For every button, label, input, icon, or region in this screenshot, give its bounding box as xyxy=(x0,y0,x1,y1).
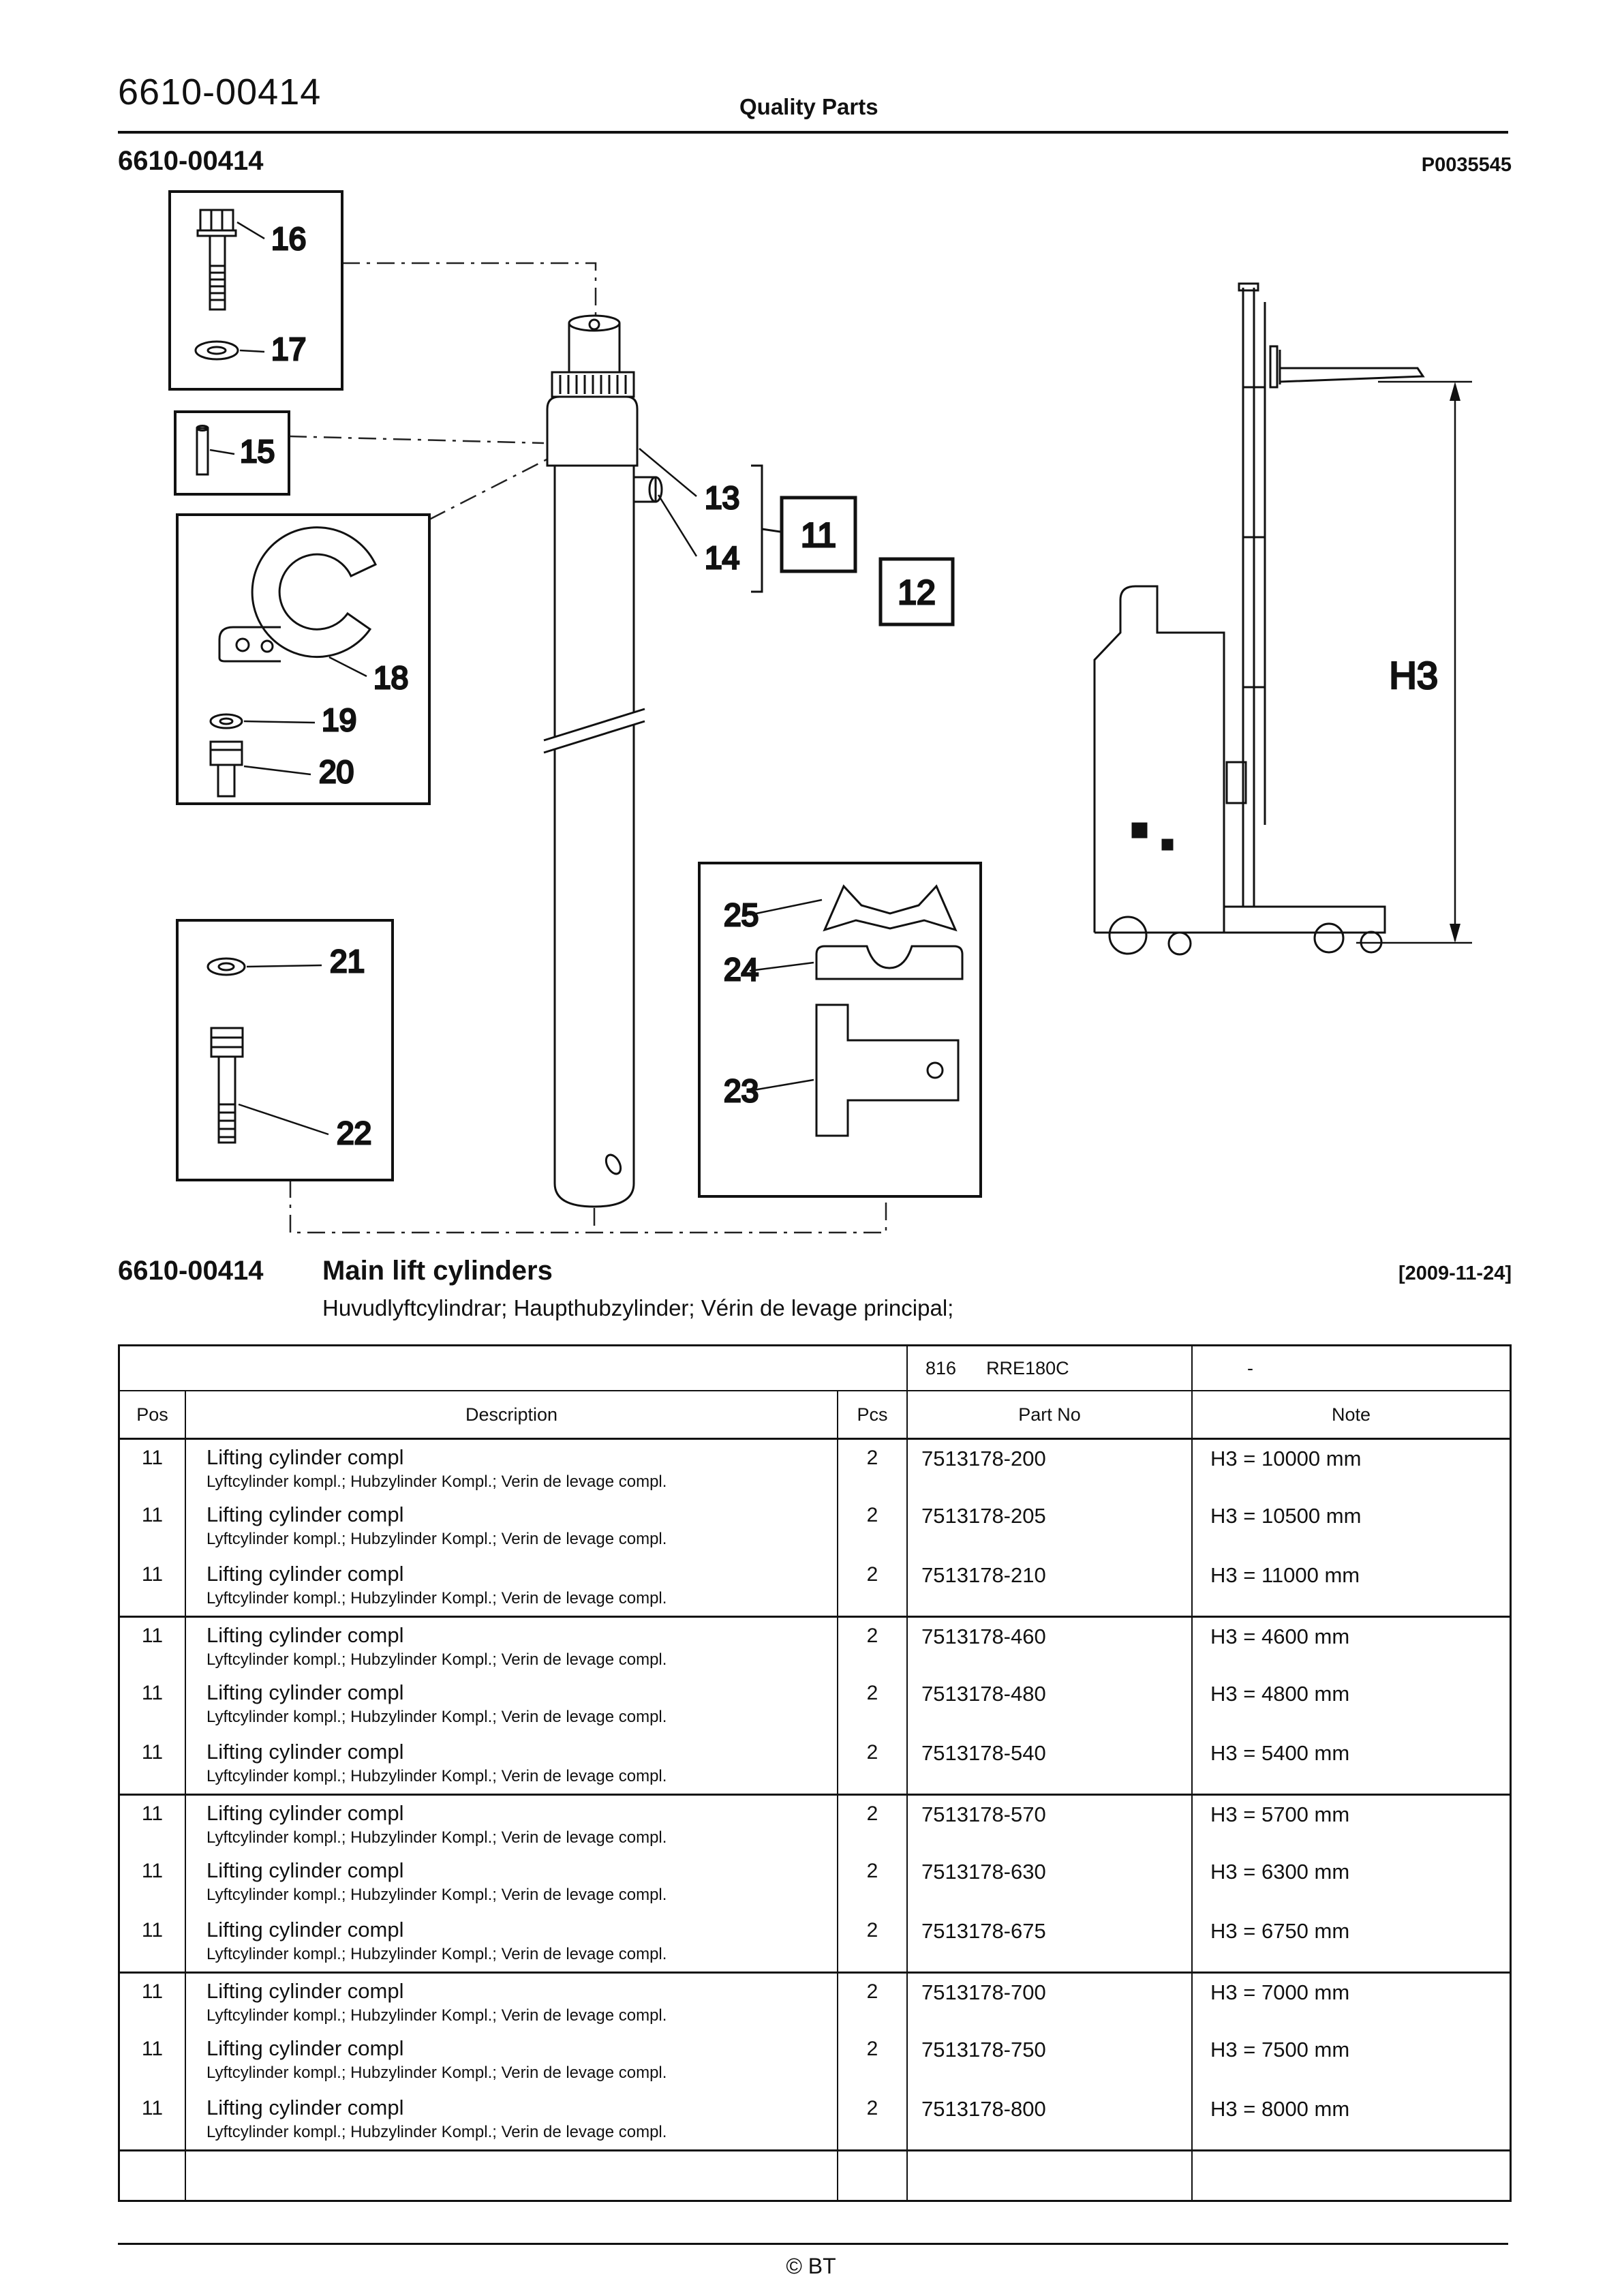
cell-part-no: 7513178-540 xyxy=(908,1734,1193,1794)
callout-bracket xyxy=(751,466,762,592)
leader-24 xyxy=(750,963,814,971)
col-header-note: Note xyxy=(1331,1404,1371,1425)
model-cell xyxy=(908,1346,1193,1390)
cell-note: H3 = 6750 mm xyxy=(1210,1919,1350,1943)
cell-description xyxy=(186,1974,838,2031)
leader-18 xyxy=(329,657,367,676)
photo-reference: P0035545 xyxy=(1421,154,1512,176)
cell-description xyxy=(186,1675,838,1734)
section-subtitle: Huvudlyftcylindrar; Haupthubzylinder; Vérin de levage principal; xyxy=(322,1295,954,1320)
col-header-description: Description xyxy=(186,1391,838,1438)
page-doc-number: 6610-00414 xyxy=(118,72,322,112)
clamp-bracket-icon-18 xyxy=(219,528,376,661)
cell-part-no: 7513178-210 xyxy=(908,1556,1193,1616)
description-sub: Lyftcylinder kompl.; Hubzylinder Kompl.; Verin de levage compl. xyxy=(206,1945,667,1963)
description-main: Lifting cylinder compl xyxy=(206,1445,404,1469)
table-row xyxy=(120,1853,1510,1912)
description-sub: Lyftcylinder kompl.; Hubzylinder Kompl.; Verin de levage compl. xyxy=(206,1472,667,1491)
description-main: Lifting cylinder compl xyxy=(206,1740,404,1764)
cell-pos: 11 xyxy=(120,1853,186,1912)
cell-pos: 11 xyxy=(120,1912,186,1972)
cell-pos: 11 xyxy=(120,1796,186,1853)
cell-description xyxy=(186,2031,838,2090)
leader-15 xyxy=(210,450,234,454)
cell-note: H3 = 10000 mm xyxy=(1210,1447,1362,1470)
cell-description xyxy=(186,1912,838,1972)
cell-pcs: 2 xyxy=(838,1853,908,1912)
section-number: 6610-00414 xyxy=(118,1256,264,1286)
leader-17 xyxy=(240,350,264,352)
cell-pcs: 2 xyxy=(838,1734,908,1794)
table-bottom-strip xyxy=(120,2149,1510,2200)
leader-14 xyxy=(658,495,697,556)
section-title: Main lift cylinders xyxy=(322,1256,553,1286)
table-row xyxy=(120,1497,1510,1556)
socket-bolt-icon-22 xyxy=(211,1028,243,1143)
header-rule xyxy=(118,131,1508,134)
lift-cylinder-drawing xyxy=(544,316,662,1207)
figure-doc-number: 6610-00414 xyxy=(118,146,264,176)
leader-22 xyxy=(239,1104,328,1134)
description-sub: Lyftcylinder kompl.; Hubzylinder Kompl.; Verin de levage compl. xyxy=(206,1767,667,1785)
callout-14: 14 xyxy=(705,540,740,575)
clamp-top-icon-25 xyxy=(825,886,955,930)
description-sub: Lyftcylinder kompl.; Hubzylinder Kompl.; Verin de levage compl. xyxy=(206,2006,667,2025)
leader-23 xyxy=(750,1080,814,1091)
cell-pcs: 2 xyxy=(838,1675,908,1734)
table-row xyxy=(120,2031,1510,2090)
model-dash: - xyxy=(1247,1357,1253,1378)
description-sub: Lyftcylinder kompl.; Hubzylinder Kompl.; Verin de levage compl. xyxy=(206,2064,667,2082)
callout-12: 12 xyxy=(898,573,936,611)
callout-25: 25 xyxy=(724,897,759,933)
callout-18: 18 xyxy=(373,660,409,695)
callout-11: 11 xyxy=(801,516,836,554)
footer-rule xyxy=(118,2243,1508,2245)
description-main: Lifting cylinder compl xyxy=(206,2036,404,2060)
col-header-pcs: Pcs xyxy=(838,1391,908,1438)
page-header-title: Quality Parts xyxy=(739,94,878,119)
washer-icon-21 xyxy=(208,958,245,975)
cell-note: H3 = 7000 mm xyxy=(1210,1980,1350,2004)
cell-part-no: 7513178-630 xyxy=(908,1853,1193,1912)
cell-description xyxy=(186,1440,838,1497)
cell-part-no: 7513178-460 xyxy=(908,1618,1193,1675)
table-row xyxy=(120,2090,1510,2149)
cell-part-no: 7513178-570 xyxy=(908,1796,1193,1853)
description-sub: Lyftcylinder kompl.; Hubzylinder Kompl.; Verin de levage compl. xyxy=(206,1650,667,1669)
model-code: 816 xyxy=(925,1357,957,1378)
model-empty-cell xyxy=(120,1346,908,1390)
cell-description xyxy=(186,1497,838,1556)
table-row xyxy=(120,1734,1510,1794)
h3-dimension-label: H3 xyxy=(1389,654,1438,697)
group-box-16-17 xyxy=(170,192,342,389)
cell-pos: 11 xyxy=(120,1440,186,1497)
cell-part-no: 7513178-750 xyxy=(908,2031,1193,2090)
cell-pos: 11 xyxy=(120,2090,186,2149)
cell-pcs: 2 xyxy=(838,1974,908,2031)
section-date: [2009-11-24] xyxy=(1398,1263,1512,1284)
cell-note: H3 = 8000 mm xyxy=(1210,2097,1350,2121)
cell-description xyxy=(186,1556,838,1616)
description-main: Lifting cylinder compl xyxy=(206,1680,404,1704)
cell-pos: 11 xyxy=(120,2031,186,2090)
cell-part-no: 7513178-480 xyxy=(908,1675,1193,1734)
description-sub: Lyftcylinder kompl.; Hubzylinder Kompl.; Verin de levage compl. xyxy=(206,2123,667,2141)
callout-23: 23 xyxy=(724,1073,759,1108)
bracket-tick xyxy=(762,529,780,532)
callout-22: 22 xyxy=(337,1115,372,1151)
cell-pcs: 2 xyxy=(838,1618,908,1675)
cell-pcs: 2 xyxy=(838,1440,908,1497)
leader-20 xyxy=(244,766,311,774)
description-main: Lifting cylinder compl xyxy=(206,1979,404,2003)
description-main: Lifting cylinder compl xyxy=(206,1502,404,1526)
description-sub: Lyftcylinder kompl.; Hubzylinder Kompl.; Verin de levage compl. xyxy=(206,1708,667,1726)
cell-pos: 11 xyxy=(120,1675,186,1734)
cell-pcs: 2 xyxy=(838,1556,908,1616)
cell-note: H3 = 5700 mm xyxy=(1210,1802,1350,1826)
parts-table xyxy=(118,1344,1512,2202)
description-main: Lifting cylinder compl xyxy=(206,1801,404,1825)
exploded-view-diagram xyxy=(102,183,1533,1246)
description-sub: Lyftcylinder kompl.; Hubzylinder Kompl.; Verin de levage compl. xyxy=(206,1589,667,1607)
washer-icon-19 xyxy=(211,714,242,728)
leader-16 xyxy=(237,222,264,239)
leader-19 xyxy=(244,721,315,723)
cell-note: H3 = 4800 mm xyxy=(1210,1682,1350,1706)
plate-icon-23 xyxy=(816,1005,958,1136)
description-main: Lifting cylinder compl xyxy=(206,1623,404,1647)
cell-description xyxy=(186,2090,838,2149)
col-header-part-no: Part No xyxy=(908,1391,1193,1438)
col-header-pos: Pos xyxy=(120,1391,186,1438)
leader-25 xyxy=(750,900,822,915)
cell-part-no: 7513178-675 xyxy=(908,1912,1193,1972)
cell-pos: 11 xyxy=(120,1556,186,1616)
callout-15: 15 xyxy=(240,434,275,469)
cell-pcs: 2 xyxy=(838,1497,908,1556)
table-row xyxy=(120,1675,1510,1734)
description-main: Lifting cylinder compl xyxy=(206,2096,404,2119)
table-row xyxy=(120,1794,1510,1853)
description-sub: Lyftcylinder kompl.; Hubzylinder Kompl.; Verin de levage compl. xyxy=(206,1828,667,1847)
washer-icon-17 xyxy=(196,342,238,359)
callout-24: 24 xyxy=(724,952,759,987)
model-header-row xyxy=(120,1346,1510,1391)
callout-16: 16 xyxy=(271,221,307,256)
column-header-row xyxy=(120,1391,1510,1438)
table-row xyxy=(120,1616,1510,1675)
description-sub: Lyftcylinder kompl.; Hubzylinder Kompl.; Verin de levage compl. xyxy=(206,1530,667,1548)
description-main: Lifting cylinder compl xyxy=(206,1858,404,1882)
pin-icon-15 xyxy=(197,426,208,475)
cell-note: H3 = 10500 mm xyxy=(1210,1504,1362,1528)
cell-pcs: 2 xyxy=(838,1796,908,1853)
cell-part-no: 7513178-700 xyxy=(908,1974,1193,2031)
cell-pos: 11 xyxy=(120,1974,186,2031)
socket-bolt-icon-20 xyxy=(211,742,242,796)
cell-description xyxy=(186,1618,838,1675)
cell-pos: 11 xyxy=(120,1618,186,1675)
cell-note: H3 = 5400 mm xyxy=(1210,1741,1350,1765)
callout-19: 19 xyxy=(322,702,357,738)
callout-20: 20 xyxy=(319,754,354,789)
model-name: RRE180C xyxy=(986,1357,1069,1378)
cell-note: H3 = 4600 mm xyxy=(1210,1625,1350,1648)
cell-pcs: 2 xyxy=(838,2031,908,2090)
description-main: Lifting cylinder compl xyxy=(206,1918,404,1942)
callout-13: 13 xyxy=(705,480,740,515)
hex-bolt-icon xyxy=(198,210,236,309)
description-main: Lifting cylinder compl xyxy=(206,1562,404,1586)
table-row xyxy=(120,1438,1510,1497)
cell-pcs: 2 xyxy=(838,1912,908,1972)
cell-pcs: 2 xyxy=(838,2090,908,2149)
cell-description xyxy=(186,1734,838,1794)
cell-note: H3 = 6300 mm xyxy=(1210,1860,1350,1884)
leader-13 xyxy=(639,449,697,496)
cell-pos: 11 xyxy=(120,1497,186,1556)
table-row xyxy=(120,1972,1510,2031)
cell-pos: 11 xyxy=(120,1734,186,1794)
forklift-drawing xyxy=(1095,284,1423,954)
cell-note: H3 = 7500 mm xyxy=(1210,2038,1350,2061)
cell-description xyxy=(186,1796,838,1853)
cell-part-no: 7513178-205 xyxy=(908,1497,1193,1556)
table-row xyxy=(120,1912,1510,1972)
clamp-bottom-icon-24 xyxy=(816,946,962,979)
callout-21: 21 xyxy=(330,943,365,979)
description-sub: Lyftcylinder kompl.; Hubzylinder Kompl.; Verin de levage compl. xyxy=(206,1886,667,1904)
cell-note: H3 = 11000 mm xyxy=(1210,1563,1360,1587)
cell-part-no: 7513178-200 xyxy=(908,1440,1193,1497)
cell-description xyxy=(186,1853,838,1912)
callout-17: 17 xyxy=(271,331,307,367)
leader-21 xyxy=(247,965,322,967)
cell-part-no: 7513178-800 xyxy=(908,2090,1193,2149)
footer-copyright: © BT xyxy=(786,2254,836,2278)
table-row xyxy=(120,1556,1510,1616)
assembly-centerlines xyxy=(289,263,886,1233)
